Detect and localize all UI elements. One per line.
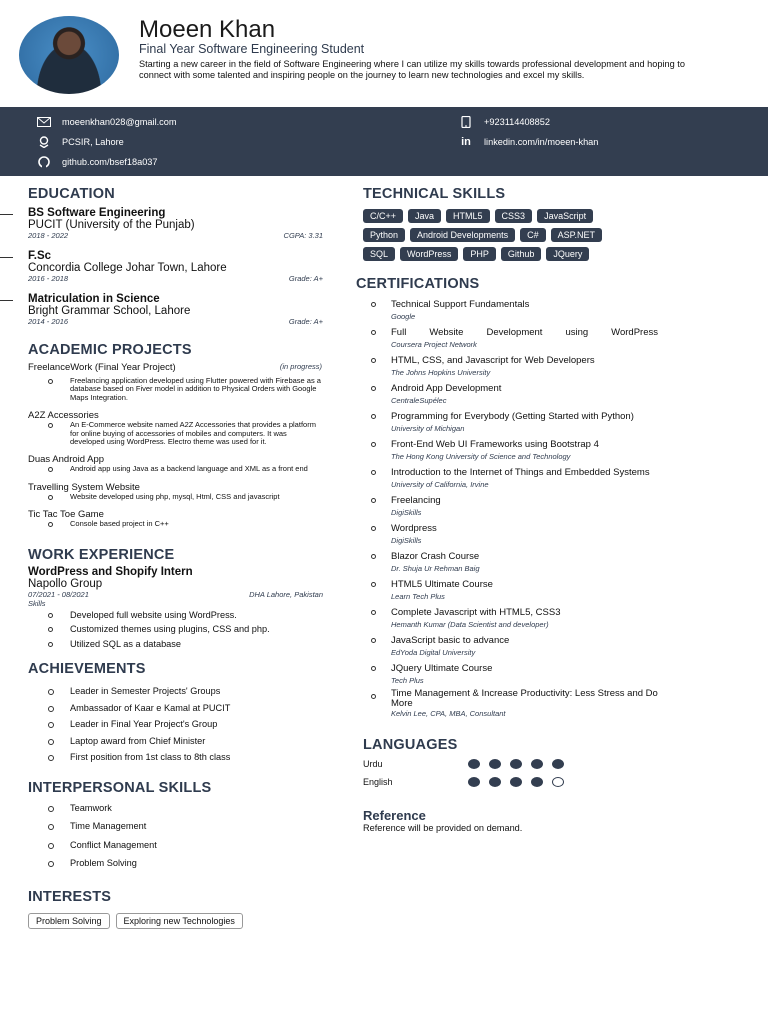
company-name: Napollo Group [28, 577, 103, 590]
cert-title: Time Management & Increase Productivity: Less Stress and Do More [391, 688, 658, 709]
achievement-item: Leader in Semester Projects' Groups [48, 683, 323, 700]
certification-item [391, 689, 658, 719]
skill-chip: CSS3 [495, 209, 533, 223]
degree-title: BS Software Engineering [28, 207, 166, 219]
cert-issuer: Hemanth Kumar (Data Scientist and developer) [391, 620, 549, 629]
skill-chip: Android Developments [410, 228, 515, 242]
project-entry [28, 454, 323, 473]
education-entry [28, 293, 323, 326]
interpersonal-item: Teamwork [48, 799, 323, 818]
certifications-heading: CERTIFICATIONS [356, 276, 480, 292]
project-status: (in progress) [279, 362, 322, 371]
skill-chip: JavaScript [537, 209, 593, 223]
edu-grade: Grade: A+ [288, 317, 323, 326]
proficiency-dot-filled [510, 777, 522, 787]
skill-chip: Java [408, 209, 441, 223]
cert-issuer: DigiSkills [391, 508, 422, 517]
envelope-icon [36, 115, 52, 128]
certification-item [391, 297, 658, 322]
cert-issuer: University of California, Irvine [391, 480, 489, 489]
cert-title: Wordpress [391, 523, 437, 534]
timeline-marker [0, 214, 13, 215]
project-desc: Android app using Java as a backend language and XML as a front end [48, 465, 323, 473]
proficiency-dot-filled [510, 759, 522, 769]
proficiency-dot-filled [531, 777, 543, 787]
cert-issuer: The Hong Kong University of Science and Technology [391, 452, 571, 461]
certification-item [391, 409, 658, 434]
contact-phone[interactable] [458, 115, 550, 128]
cert-issuer: DigiSkills [391, 536, 422, 545]
github-icon [36, 155, 52, 168]
job-location: DHA Lahore, Pakistan [249, 589, 323, 599]
proficiency-dots [468, 777, 564, 787]
right-column [356, 186, 658, 833]
skill-chip: PHP [463, 247, 496, 261]
contact-linkedin-text: linkedin.com/in/moeen-khan [484, 136, 599, 147]
education-heading: EDUCATION [28, 186, 115, 202]
contact-location [36, 135, 124, 148]
project-entry [28, 482, 323, 501]
languages-heading: LANGUAGES [363, 737, 458, 753]
cert-title: Programming for Everybody (Getting Started with Python) [391, 411, 634, 422]
phone-icon [458, 115, 474, 128]
summary-text: Starting a new career in the field of Software Engineering where I can utilize my skills towards professional development and hoping to connect with some talented and inspiring people on the journey to learn new technologies and excel my skills. [139, 59, 685, 80]
map-pin-icon [36, 135, 52, 148]
projects-heading: ACADEMIC PROJECTS [28, 342, 192, 358]
proficiency-dot-filled [531, 759, 543, 769]
school-name: Concordia College Johar Town, Lahore [28, 262, 227, 274]
contact-location-text: PCSIR, Lahore [62, 136, 124, 147]
cert-issuer: Coursera Project Network [391, 340, 477, 349]
contact-bar [0, 107, 768, 176]
certification-item [391, 381, 658, 406]
skills-label: Skills [28, 598, 46, 608]
project-desc: An E-Commerce website named A2Z Accessories that provides a platform for online buying of accessories of mobiles and computers. It was developed using WordPress. Electro theme was used for it. [48, 421, 323, 446]
proficiency-dot-filled [489, 777, 501, 787]
interests-heading: INTERESTS [28, 888, 112, 905]
technical-skills-heading: TECHNICAL SKILLS [363, 186, 506, 202]
certification-item [391, 577, 658, 602]
reference-heading: Reference [363, 808, 426, 823]
proficiency-dot-filled [468, 777, 480, 787]
certification-item [391, 605, 658, 630]
cert-issuer: Google [391, 312, 416, 321]
language-name: Urdu [363, 759, 383, 769]
timeline-marker [0, 257, 13, 258]
achievement-item: Laptop award from Chief Minister [48, 733, 323, 750]
school-name: Bright Grammar School, Lahore [28, 305, 191, 317]
interest-tag: Exploring new Technologies [116, 913, 243, 929]
cert-issuer: University of Michigan [391, 424, 465, 433]
certification-item [391, 325, 658, 350]
job-dates: 07/2021 - 08/2021 [28, 589, 89, 599]
cert-issuer: Tech Plus [391, 676, 424, 685]
language-name: English [363, 777, 393, 787]
cert-title: Blazor Crash Course [391, 551, 480, 562]
cert-title: JavaScript basic to advance [391, 635, 510, 646]
edu-grade: Grade: A+ [288, 274, 323, 283]
work-bullet: Customized themes using plugins, CSS and php. [48, 622, 323, 637]
achievement-item: Ambassador of Kaar e Kamal at PUCIT [48, 700, 323, 717]
skill-chip: SQL [363, 247, 395, 261]
project-title: FreelanceWork (Final Year Project) [28, 362, 176, 373]
achievement-item: First position from 1st class to 8th class [48, 749, 323, 766]
language-row [363, 755, 658, 773]
cert-title: Full Website Development using WordPress [391, 327, 658, 338]
certification-item [391, 437, 658, 462]
skill-chip: C/C++ [363, 209, 403, 223]
interpersonal-item: Problem Solving [48, 854, 323, 873]
edu-years: 2014 - 2016 [28, 317, 69, 326]
project-desc: Freelancing application developed using Flutter powered with Firebase as a database based on Fiver model in addition to Physical Orders with Google Maps Integration. [48, 377, 323, 402]
linkedin-icon: in [461, 135, 471, 148]
edu-years: 2018 - 2022 [28, 231, 69, 240]
left-column [28, 186, 323, 929]
school-name: PUCIT (University of the Punjab) [28, 219, 195, 231]
skill-chip: HTML5 [446, 209, 490, 223]
project-entry [28, 362, 323, 402]
interpersonal-item: Time Management [48, 817, 323, 836]
cert-title: Technical Support Fundamentals [391, 299, 530, 310]
project-entry [28, 509, 323, 528]
job-title: WordPress and Shopify Intern [28, 565, 193, 578]
certification-item [391, 521, 658, 546]
certification-item [391, 465, 658, 490]
interest-tag: Problem Solving [28, 913, 110, 929]
skill-chip: ASP.NET [551, 228, 602, 242]
cert-title: JQuery Ultimate Course [391, 663, 493, 674]
skill-chip: Python [363, 228, 405, 242]
project-title: A2Z Accessories [28, 410, 99, 422]
contact-github[interactable] [36, 155, 158, 168]
contact-linkedin[interactable] [458, 135, 598, 148]
language-row [363, 773, 658, 791]
cert-title: Introduction to the Internet of Things and Embedded Systems [391, 467, 650, 478]
skill-chip: JQuery [546, 247, 589, 261]
project-title: Tic Tac Toe Game [28, 509, 104, 521]
cert-issuer: Learn Tech Plus [391, 592, 445, 601]
project-title: Travelling System Website [28, 481, 140, 493]
reference-text: Reference will be provided on demand. [363, 823, 523, 833]
contact-github-text: github.com/bsef18a037 [62, 156, 158, 167]
proficiency-dot-filled [489, 759, 501, 769]
candidate-name: Moeen Khan [139, 16, 276, 43]
cert-title: HTML, CSS, and Javascript for Web Developers [391, 355, 595, 366]
project-desc: Console based project in C++ [48, 520, 323, 528]
work-entry [28, 566, 323, 652]
cert-issuer: The Johns Hopkins University [391, 368, 491, 377]
skill-chip: WordPress [400, 247, 458, 261]
proficiency-dot-empty [552, 777, 564, 787]
timeline-marker [0, 300, 13, 301]
resume-header [0, 0, 768, 107]
achievements-heading: ACHIEVEMENTS [28, 661, 146, 678]
contact-email[interactable] [36, 115, 177, 128]
cert-title: HTML5 Ultimate Course [391, 579, 493, 590]
project-title: Duas Android App [28, 454, 105, 466]
certification-item [391, 353, 658, 378]
degree-title: F.Sc [28, 250, 52, 262]
certification-item [391, 549, 658, 574]
achievement-item: Leader in Final Year Project's Group [48, 716, 323, 733]
certification-item [391, 661, 658, 686]
skill-chip: Github [501, 247, 542, 261]
skill-chip: C# [520, 228, 546, 242]
edu-years: 2016 - 2018 [28, 274, 69, 283]
cert-issuer: CentraleSupélec [391, 396, 447, 405]
cert-title: Android App Development [391, 383, 502, 394]
work-bullet: Developed full website using WordPress. [48, 608, 323, 623]
proficiency-dot-filled [552, 759, 564, 769]
proficiency-dots [468, 759, 564, 769]
cert-title: Complete Javascript with HTML5, CSS3 [391, 607, 561, 618]
cert-title: Front-End Web UI Frameworks using Bootstrap 4 [391, 439, 599, 450]
work-bullet: Utilized SQL as a database [48, 637, 323, 652]
interpersonal-item: Conflict Management [48, 836, 323, 855]
proficiency-dot-filled [468, 759, 480, 769]
certification-item [391, 493, 658, 518]
project-desc: Website developed using php, mysql, Html, CSS and javascript [48, 493, 323, 501]
project-entry [28, 410, 323, 446]
education-entry [28, 207, 323, 240]
interpersonal-heading: INTERPERSONAL SKILLS [28, 779, 212, 796]
education-entry [28, 250, 323, 283]
cert-issuer: Dr. Shuja Ur Rehman Baig [391, 564, 480, 573]
contact-email-text: moeenkhan028@gmail.com [62, 116, 177, 127]
profile-photo [19, 16, 119, 94]
certification-item [391, 633, 658, 658]
contact-phone-text: +923114408852 [484, 116, 550, 127]
cert-issuer: EdYoda Digital University [391, 648, 476, 657]
candidate-title: Final Year Software Engineering Student [139, 42, 365, 56]
cert-issuer: Kelvin Lee, CPA, MBA, Consultant [391, 709, 506, 718]
work-heading: WORK EXPERIENCE [28, 546, 175, 563]
degree-title: Matriculation in Science [28, 293, 160, 305]
cert-title: Freelancing [391, 495, 441, 506]
edu-grade: CGPA: 3.31 [283, 231, 323, 240]
